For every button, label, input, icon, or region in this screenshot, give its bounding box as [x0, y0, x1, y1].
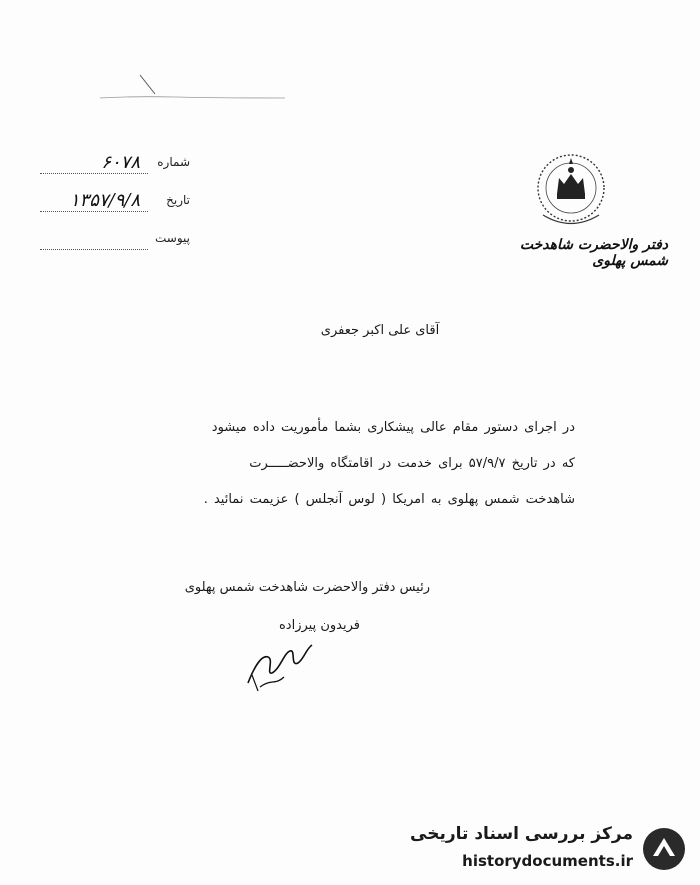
office-letterhead-title: دفتر والاحضرت شاهدخت شمس پهلوی	[519, 237, 668, 269]
royal-crown-emblem-icon	[533, 140, 609, 230]
attachment-row	[40, 231, 190, 255]
archive-url: historydocuments.ir	[462, 852, 633, 870]
stray-pen-mark	[95, 70, 295, 100]
date-row	[40, 190, 190, 217]
archive-logo-icon	[641, 826, 687, 872]
body-line: شاهدخت شمس پهلوی به امریکا ( لوس آنجلس ) عزیمت نمائید .	[203, 492, 575, 507]
attachment-label: پیوست	[155, 231, 190, 245]
signatory-title: رئیس دفتر والاحضرت شاهدخت شمس پهلوی	[184, 580, 430, 595]
addressee: آقای علی اکبر جعفری	[320, 323, 440, 338]
body-line: که در تاریخ ۵۷/۹/۷ برای خدمت در اقامتگاه والاحضـــــرت	[249, 456, 575, 471]
attachment-dotted-line	[40, 249, 148, 250]
letter-meta-block	[40, 152, 190, 269]
number-dotted-line	[40, 173, 148, 174]
number-value: ۶۰۷۸	[101, 152, 140, 173]
date-label: تاریخ	[166, 193, 190, 207]
archive-name: مرکز بررسی اسناد تاریخی	[410, 824, 633, 844]
body-line: در اجرای دستور مقام عالی پیشکاری بشما مأموریت داده میشود	[211, 420, 575, 435]
number-row	[40, 152, 190, 179]
letter-body	[145, 410, 575, 518]
date-value: ۱۳۵۷/۹/۸	[69, 190, 140, 211]
handwritten-signature	[240, 635, 320, 695]
date-dotted-line	[40, 211, 148, 212]
signatory-name: فریدون پیرزاده	[279, 618, 360, 633]
archive-watermark	[405, 818, 695, 878]
number-label: شماره	[157, 155, 190, 169]
